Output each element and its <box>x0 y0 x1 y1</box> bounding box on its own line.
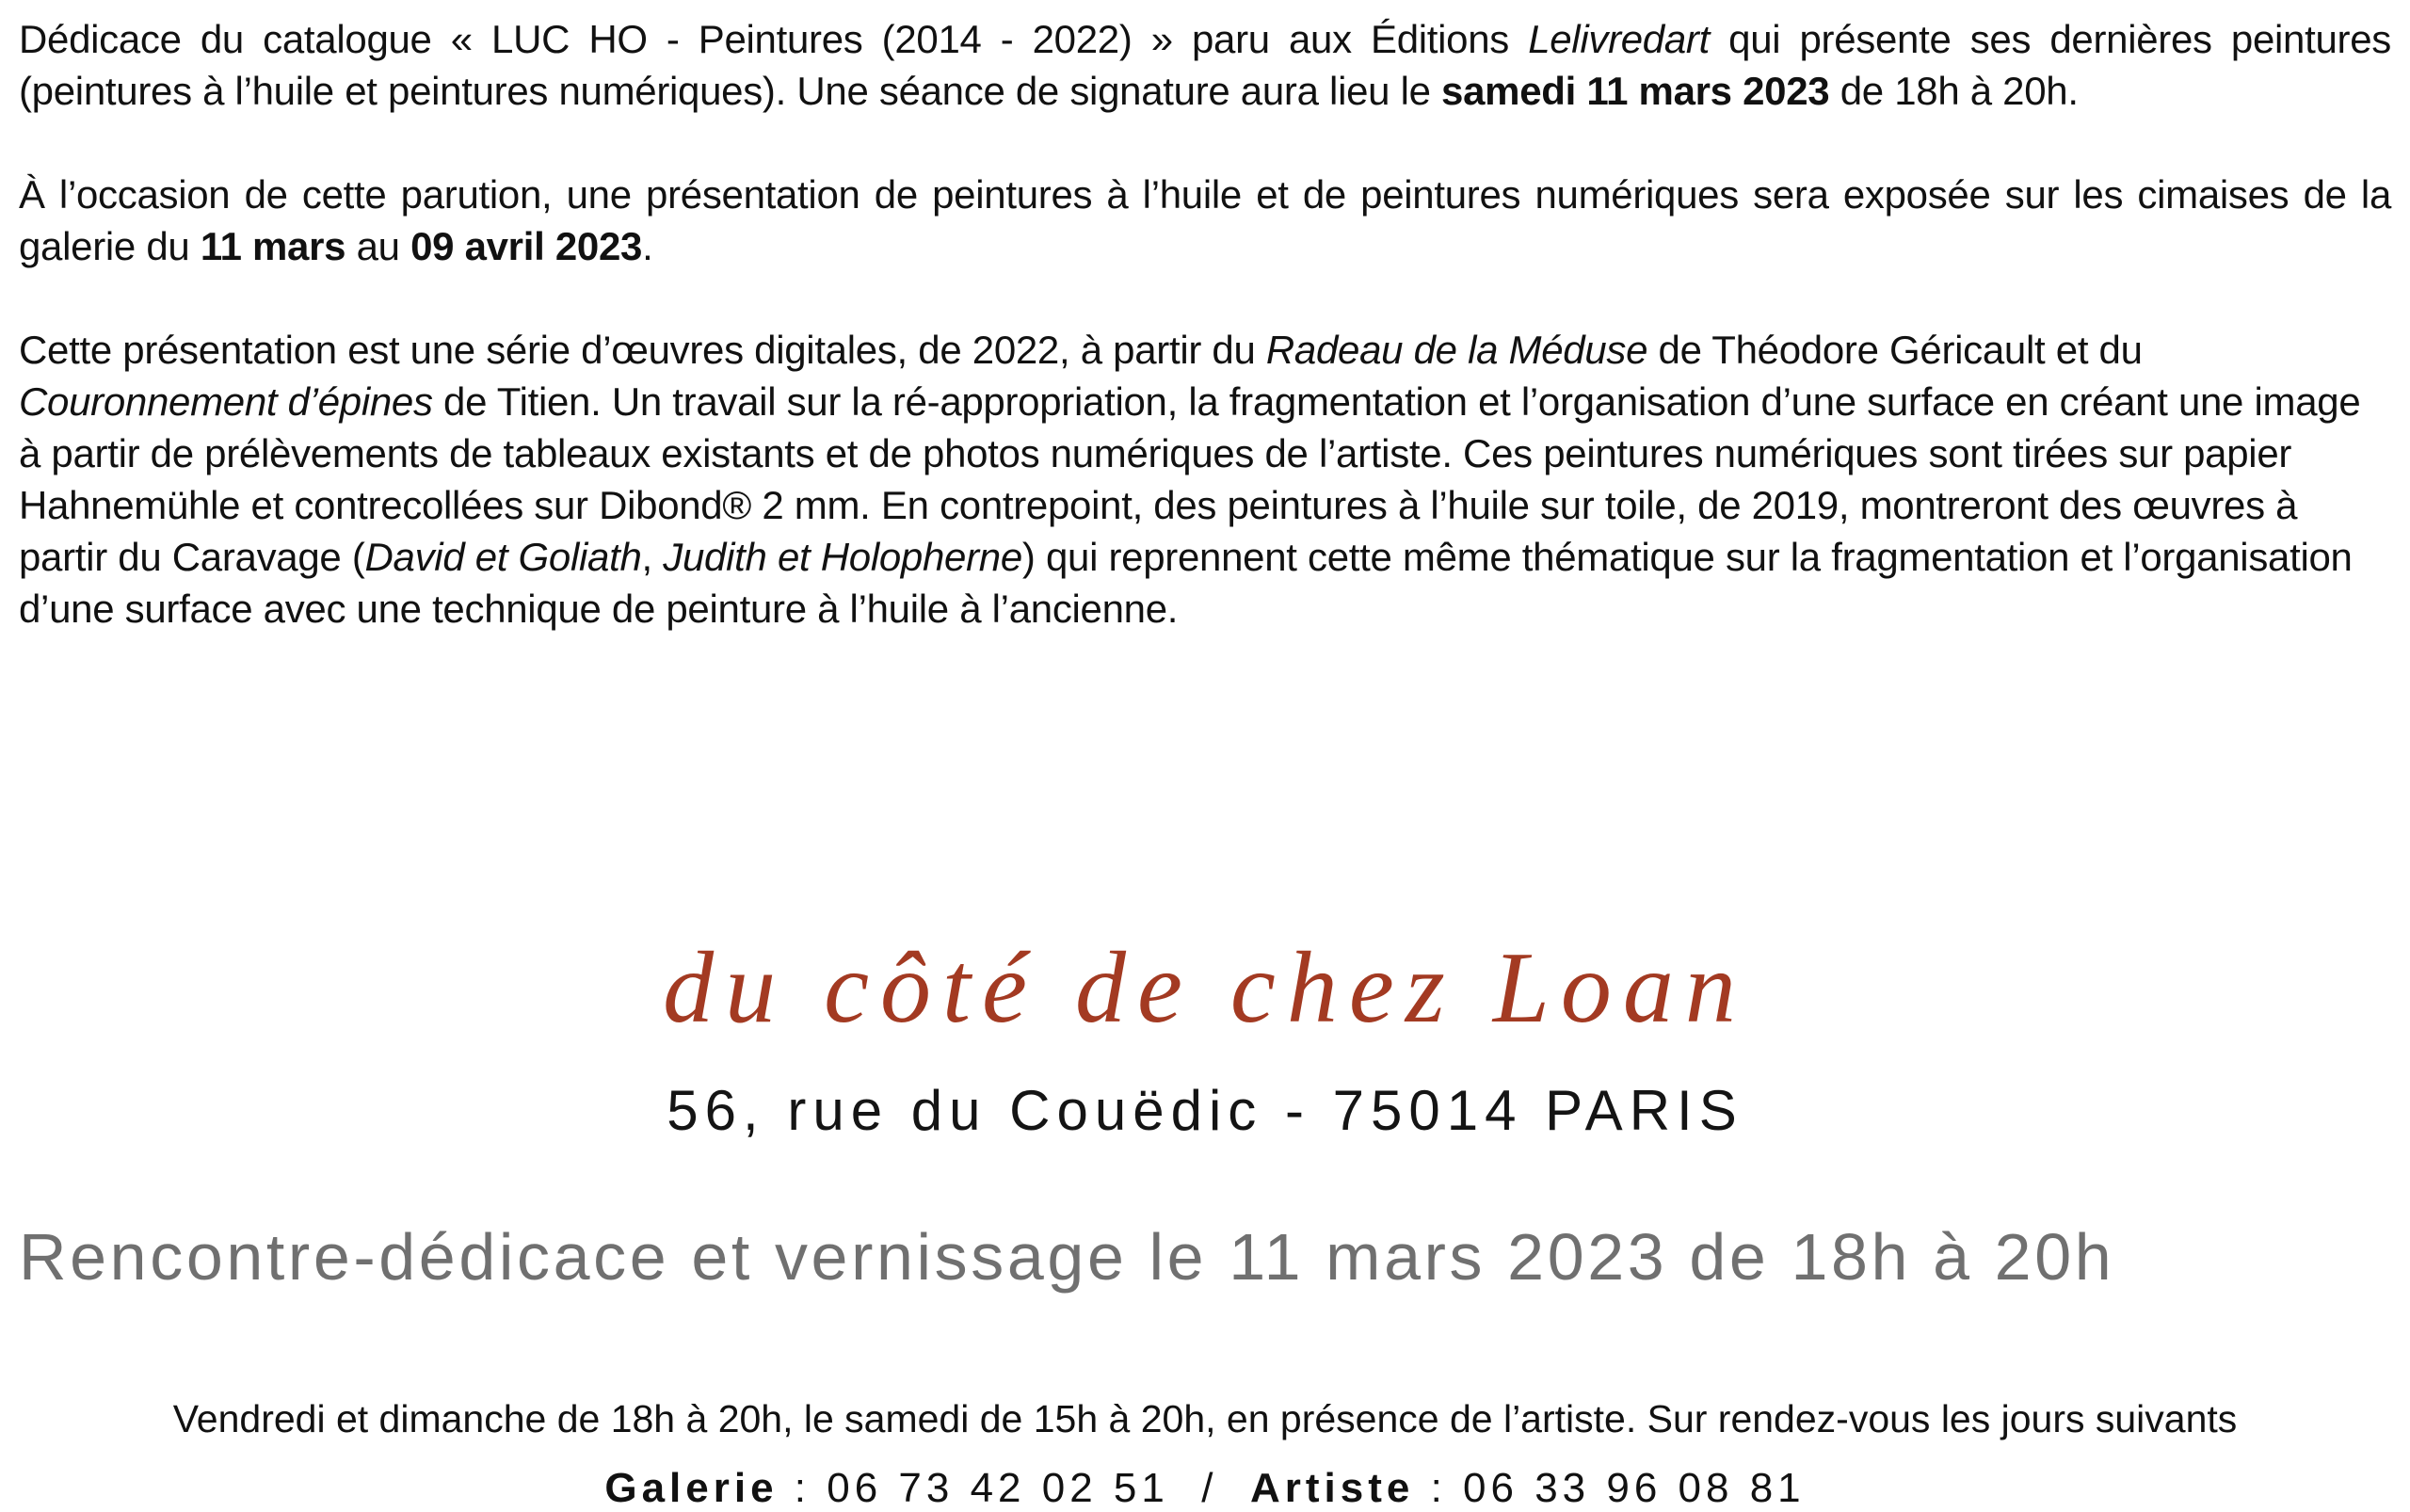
description-text-3: de Titien. Un travail sur la ré-appropriation, la fragmentation et l’organisation d’une surface en créant une image à partir de prélèvements de tableaux existants et de photos numériques de l’artiste. Ces peintures numériques sont tirées sur papier Hahnemühle et contrecollées sur Dibond® 2 mm. En contrepoint, des peintures à l’huile sur toile, de 2019, montreront des œuvres à partir du Caravage ( <box>19 379 2361 579</box>
exhibition-text: À l’occasion de cette parution, une présentation de peintures à l’huile et de peintures numériques sera exposée sur les cimaises de la galerie du <box>19 172 2391 268</box>
intro-text <box>19 13 2391 686</box>
description-text-5: ) qui reprennent cette même thématique sur la fragmentation et l’organisation d’une surface avec une technique de peinture à l’huile à l’ancienne. <box>19 535 2353 631</box>
exhibition-text-2: au <box>345 224 411 268</box>
venue-name: du côté de chez Loan <box>663 932 1747 1044</box>
venue-address: 56, rue du Couëdic - 75014 PARIS <box>667 1079 1743 1142</box>
catalogue-paragraph <box>19 13 2391 117</box>
artist-label: Artiste <box>1249 1465 1415 1511</box>
catalogue-text-2: qui présente ses dernières peintures (peintures à l’huile et peintures numériques). Une séance de signature aura lieu le <box>19 17 2391 113</box>
artwork-title: Judith et Holopherne <box>663 535 1022 579</box>
catalogue-text: Dédicace du catalogue « LUC HO - Peintures (2014 - 2022) » paru aux Éditions <box>19 17 1529 61</box>
publisher-name: Lelivredart <box>1528 17 1710 61</box>
gallery-phone: : 06 73 42 02 51 <box>778 1465 1169 1511</box>
event-headline: Rencontre-dédicace et vernissage le 11 mars 2023 de 18h à 20h <box>19 1220 2115 1294</box>
exhibition-start-date: 11 mars <box>200 224 346 268</box>
description-text-2: de Théodore Géricault et du <box>1647 328 2143 372</box>
exhibition-paragraph <box>19 169 2391 272</box>
artist-phone: : 06 33 96 08 81 <box>1414 1465 1806 1511</box>
contact-line <box>0 1465 2410 1512</box>
artwork-title: Couronnement d’épines <box>19 379 433 424</box>
signing-time: de 18h à 20h. <box>1829 69 2079 113</box>
artwork-title: Radeau de la Méduse <box>1265 328 1648 372</box>
description-paragraph <box>19 324 2391 635</box>
artwork-title: David et Goliath <box>364 535 642 579</box>
opening-hours: Vendredi et dimanche de 18h à 20h, le samedi de 15h à 20h, en présence de l’artiste. Sur rendez-vous les jours suivants <box>172 1397 2238 1440</box>
contact-separator: / <box>1168 1465 1250 1511</box>
signing-date: samedi 11 mars 2023 <box>1441 69 1830 113</box>
description-text: Cette présentation est une série d’œuvres digitales, de 2022, à partir du <box>19 328 1266 372</box>
gallery-label: Galerie <box>604 1465 779 1511</box>
exhibition-text-3: . <box>642 224 653 268</box>
description-text-4: , <box>641 535 664 579</box>
exhibition-end-date: 09 avril 2023 <box>410 224 643 268</box>
